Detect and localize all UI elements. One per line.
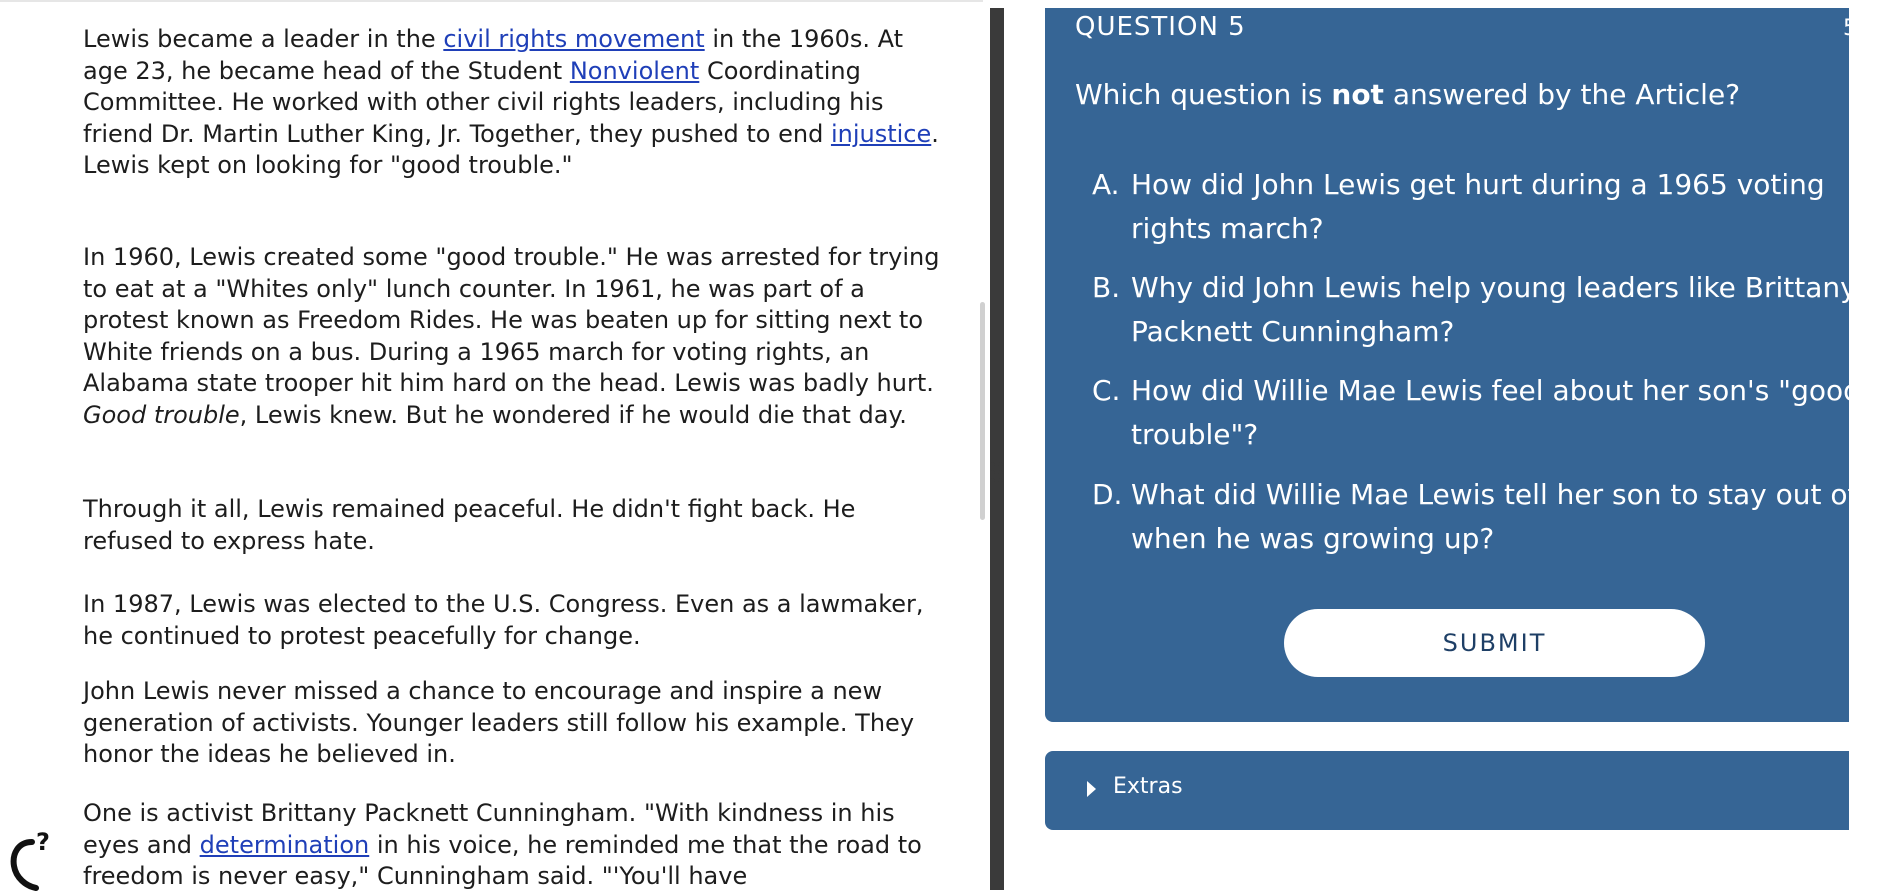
article-scrollbar[interactable]	[980, 302, 985, 520]
pane-divider[interactable]	[990, 8, 1004, 890]
option-letter: C.	[1092, 374, 1121, 407]
emphasis-good-trouble: Good trouble	[83, 400, 240, 429]
text: In 1960, Lewis created some "good trouble." He was arrested for trying to eat at a "Whites only" lunch counter. In 1961, he was part of a protest known as Freedom Rides. He was beaten up for sitting next to White friends on a bus. During a 1965 march for voting rights, an Alabama state trooper hit him hard on the head. Lewis was badly hurt.	[83, 243, 940, 397]
article-paragraph-4: In 1987, Lewis was elected to the U.S. Congress. Even as a lawmaker, he continued to protest peacefully for change.	[83, 590, 924, 650]
caret-right-icon	[1087, 781, 1096, 797]
option-text: What did Willie Mae Lewis tell her son to stay out of when he was growing up?	[1131, 478, 1858, 555]
svg-text:?: ?	[36, 828, 50, 856]
article-paragraph-5: John Lewis never missed a chance to encourage and inspire a new generation of activists. Younger leaders still follow his example. They honor the ideas he believed in.	[83, 677, 915, 768]
text: in his voice, he reminded me that the road to freedom is never easy," Cunningham said. "'You'll have	[83, 830, 922, 890]
answer-option-d[interactable]	[1092, 473, 1892, 561]
text: . Lewis kept on looking for "good trouble."	[83, 119, 939, 179]
article-paragraph-1	[83, 24, 943, 182]
submit-button[interactable]: SUBMIT	[1284, 609, 1705, 677]
option-text: How did Willie Mae Lewis feel about her son's "good trouble"?	[1131, 374, 1861, 451]
option-text: Why did John Lewis help young leaders like Brittany Packnett Cunningham?	[1131, 271, 1857, 348]
text: answered by the Article?	[1383, 78, 1741, 111]
extras-label: Extras	[1113, 774, 1183, 799]
answer-option-a[interactable]	[1092, 163, 1892, 251]
question-number-badge: 5	[1843, 16, 1857, 41]
article-paragraph-2	[83, 242, 943, 431]
article-paragraph-6	[83, 798, 943, 893]
answer-option-b[interactable]	[1092, 266, 1892, 354]
question-prompt	[1075, 78, 1740, 111]
option-text: How did John Lewis get hurt during a 1965 voting rights march?	[1131, 168, 1825, 245]
link-civil-rights-movement[interactable]: civil rights movement	[443, 25, 705, 53]
text: Lewis became a leader in the	[83, 25, 444, 53]
text: in the 1960s. At age 23, he became head of the Student	[83, 25, 904, 85]
text: One is activist Brittany Packnett Cunningham. "With kindness in his eyes and	[83, 799, 895, 859]
option-letter: A.	[1092, 168, 1120, 201]
top-rule	[0, 0, 983, 2]
help-icon[interactable]	[6, 828, 58, 890]
question-label: QUESTION 5	[1075, 12, 1246, 42]
link-injustice[interactable]: injustice	[830, 119, 932, 148]
answer-option-c[interactable]	[1092, 369, 1892, 457]
text: Which question is	[1075, 78, 1332, 111]
emphasis-not: not	[1331, 78, 1384, 111]
article-paragraph-3: Through it all, Lewis remained peaceful. He didn't fight back. He refused to express hate.	[83, 495, 856, 555]
text: Coordinating Committee. He worked with other civil rights leaders, including his friend Dr. Martin Luther King, Jr. Together, they pushed to end	[83, 56, 884, 148]
text: , Lewis knew. But he wondered if he would die that day.	[239, 400, 907, 429]
link-nonviolent[interactable]: Nonviolent	[569, 56, 700, 85]
option-letter: D.	[1092, 478, 1123, 511]
link-determination[interactable]: determination	[199, 830, 370, 859]
option-letter: B.	[1092, 271, 1121, 304]
